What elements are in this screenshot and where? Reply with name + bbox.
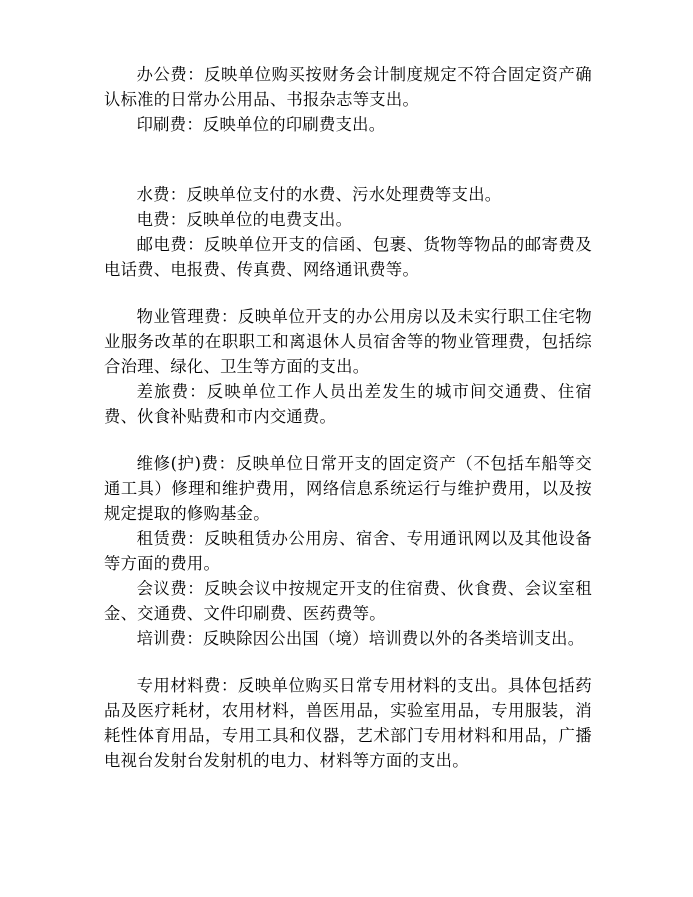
paragraph-meeting-expense: 会议费：反映会议中按规定开支的住宿费、伙食费、会议室租金、交通费、文件印刷费、医药费等。: [104, 579, 592, 623]
section-gap: [104, 137, 592, 182]
paragraph-property-management-expense: 物业管理费：反映单位开支的办公用房以及未实行职工住宅物业服务改革的在职职工和离退休人员宿舍等的物业管理费，包括综合治理、绿化、卫生等方面的支出。: [104, 307, 592, 376]
paragraph-training-expense: 培训费：反映除因公出国（境）培训费以外的各类培训支出。: [136, 629, 585, 648]
paragraph-office-expense: 办公费：反映单位购买按财务会计制度规定不符合固定资产确认标准的日常办公用品、书报杂志等支出。: [104, 65, 592, 109]
paragraph-electricity-expense: 电费：反映单位的电费支出。: [136, 210, 353, 229]
paragraph-maintenance-expense: 维修(护)费：反映单位日常开支的固定资产（不包括车船等交通工具）修理和维护费用，网络信息系统运行与维护费用，以及按规定提取的修购基金。: [104, 454, 592, 523]
paragraph-rental-expense: 租赁费：反映租赁办公用房、宿舍、专用通讯网以及其他设备等方面的费用。: [104, 529, 592, 573]
section-gap: [104, 429, 592, 451]
section-gap: [104, 651, 592, 673]
paragraph-postal-expense: 邮电费：反映单位开支的信函、包裹、货物等物品的邮寄费及电话费、电报费、传真费、网络通讯费等。: [104, 235, 592, 279]
paragraph-printing-expense: 印刷费：反映单位的印刷费支出。: [136, 115, 386, 134]
paragraph-special-materials-expense: 专用材料费：反映单位购买日常专用材料的支出。具体包括药品及医疗耗材，农用材料，兽医用品，实验室用品，专用服装，消耗性体育用品，专用工具和仪器，艺术部门专用材料和用品，广播电视台发射台发射机的电力、材料等方面的支出。: [104, 676, 592, 770]
paragraph-water-expense: 水费：反映单位支付的水费、污水处理费等支出。: [136, 185, 502, 204]
document-page: [104, 62, 592, 773]
section-gap: [104, 282, 592, 304]
paragraph-travel-expense: 差旅费：反映单位工作人员出差发生的城市间交通费、住宿费、伙食补贴费和市内交通费。: [104, 382, 592, 426]
